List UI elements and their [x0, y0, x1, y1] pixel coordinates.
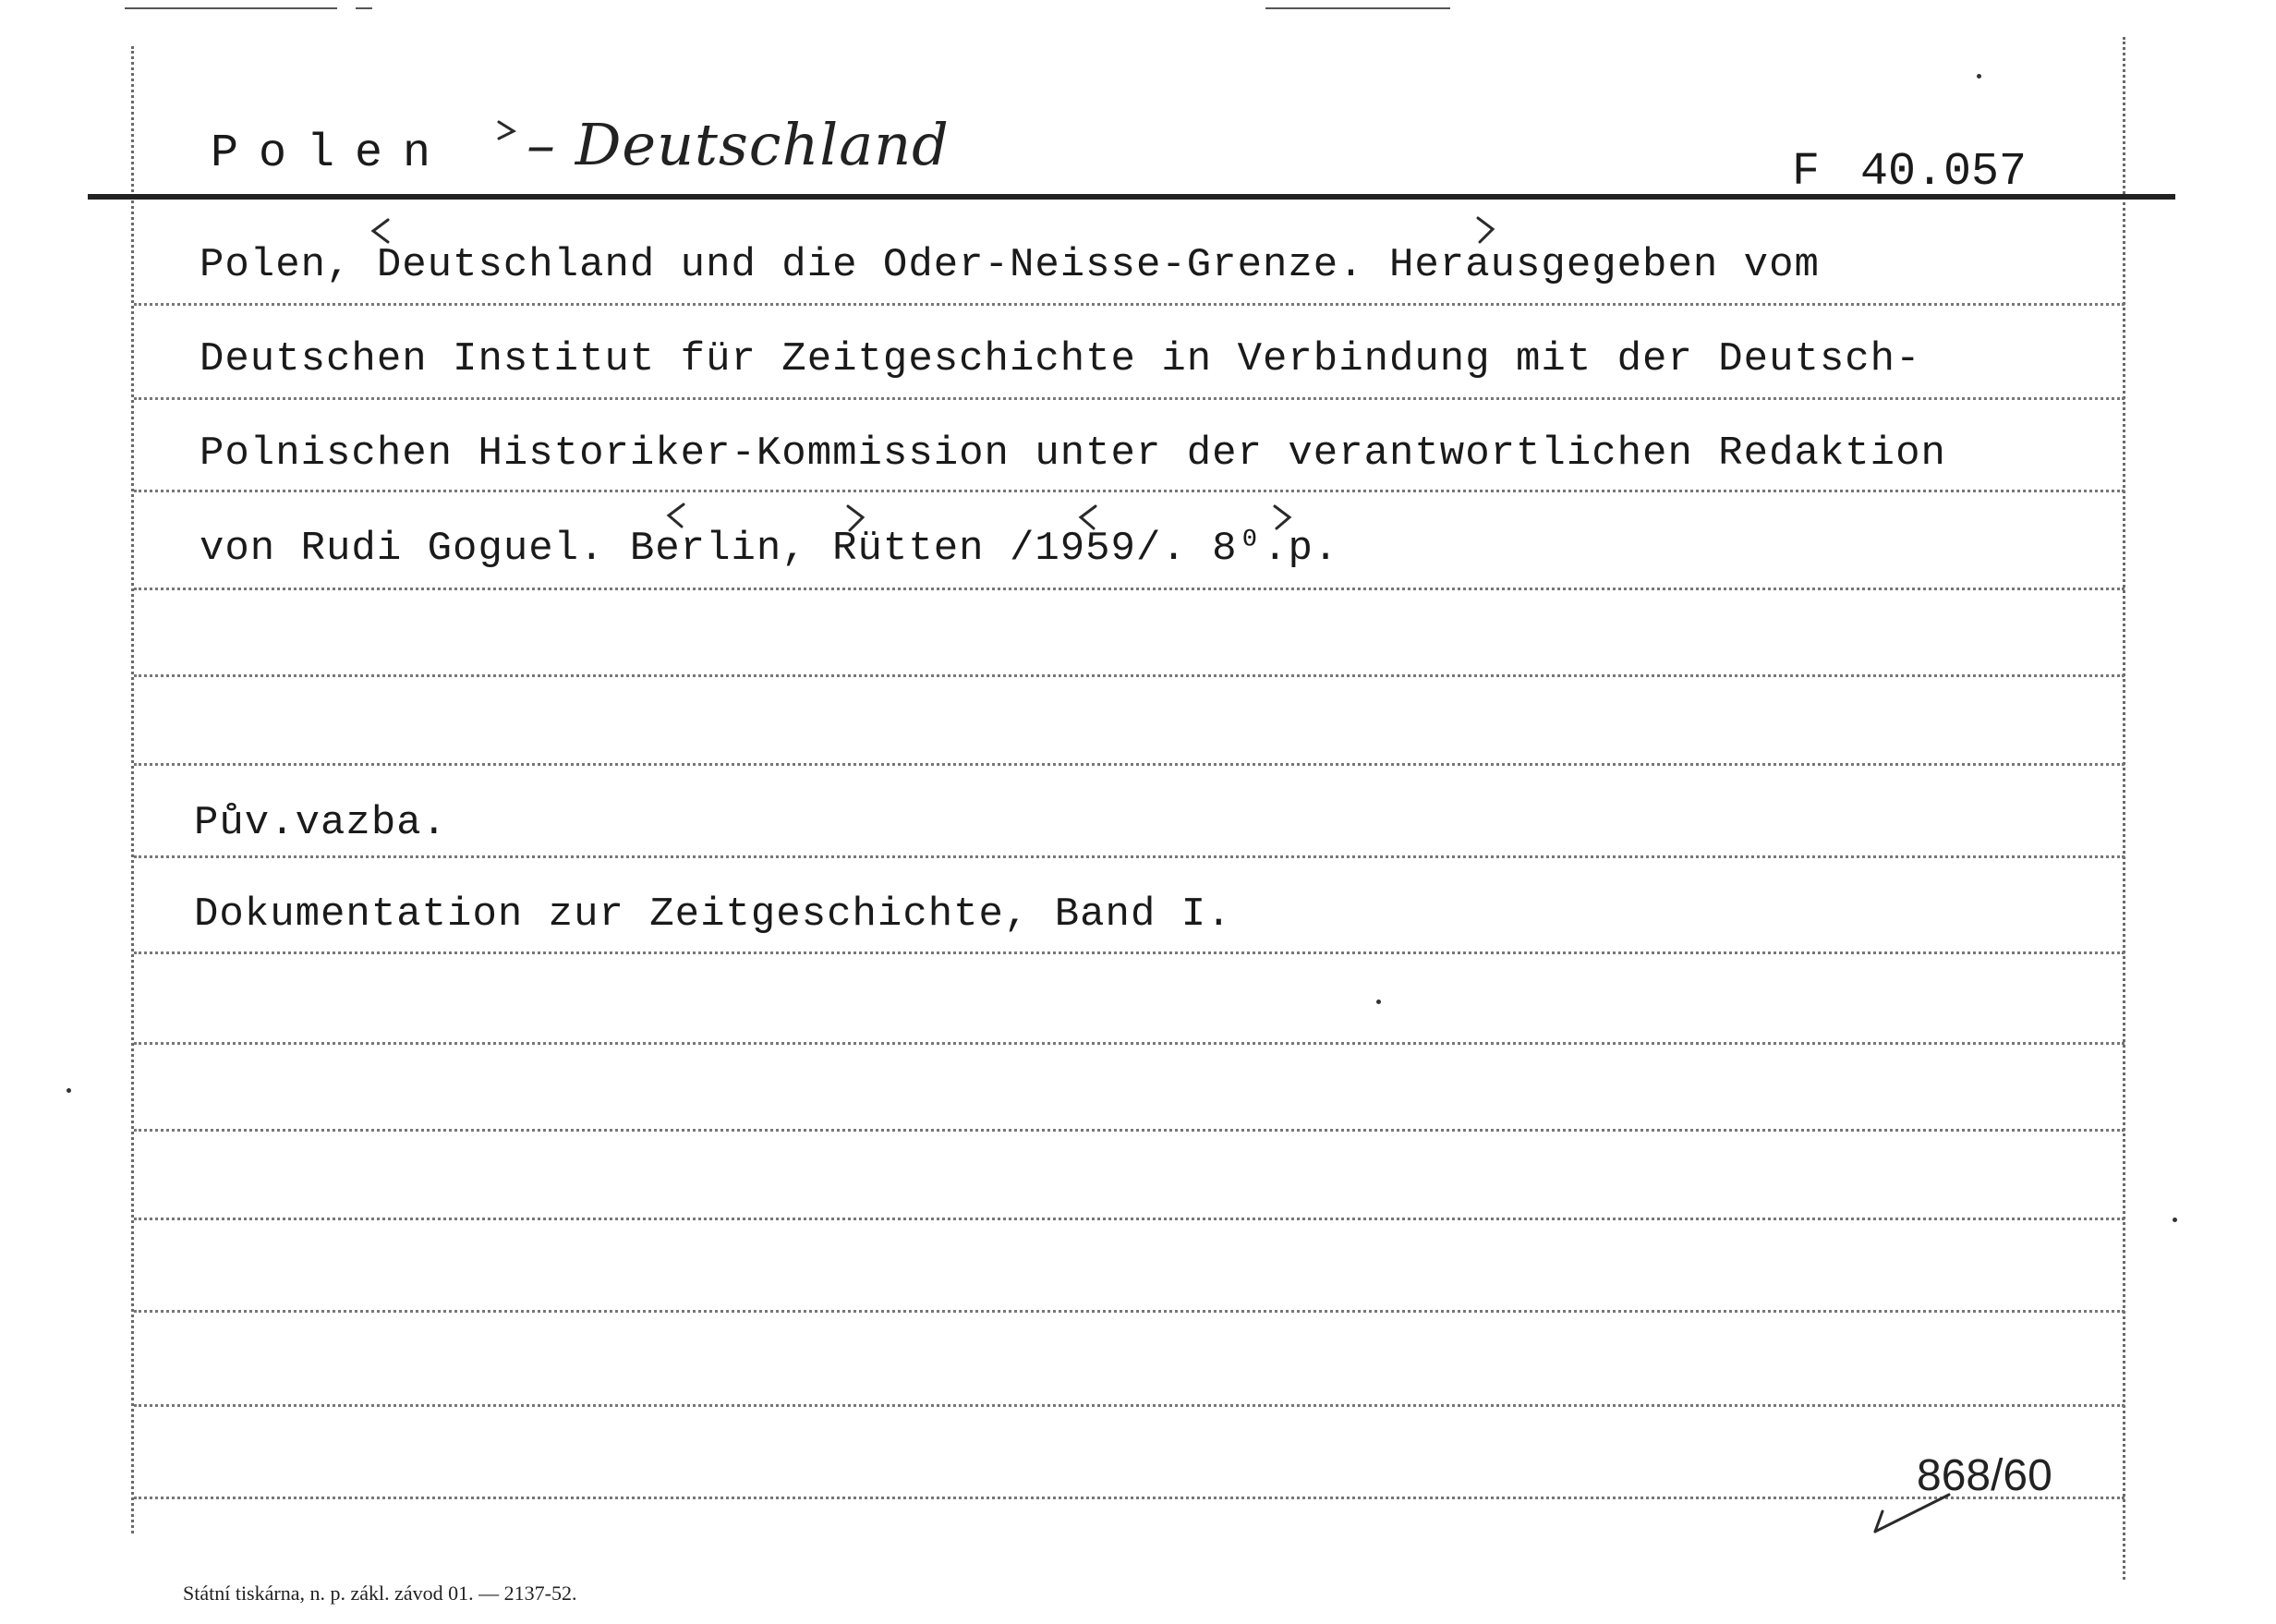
subject-heading: Polen — [211, 127, 452, 180]
insertion-mark — [1081, 506, 1096, 528]
shelf-prefix: F — [1792, 146, 1821, 199]
entry-line-3: Polnischen Historiker-Kommission unter der verantwortlichen Redaktion — [200, 430, 1946, 477]
printer-imprint: Státní tiskárna, n. p. zákl. závod 01. — 2137-52. — [183, 1582, 577, 1605]
check-stroke — [1875, 1495, 1949, 1532]
shelf-number: 40.057 — [1860, 146, 2028, 199]
speck — [1376, 1000, 1381, 1004]
entry-line-2: Deutschen Institut für Zeitgeschichte in Verbindung mit der Deutsch- — [200, 336, 1921, 382]
speck — [67, 1088, 71, 1093]
entry-line-1: Polen, Deutschland und die Oder-Neisse-Grenze. Herausgegeben vom — [200, 242, 1820, 288]
handwritten-subject: – Deutschland — [527, 111, 950, 178]
speck — [2173, 1218, 2177, 1222]
speck — [1977, 74, 1981, 79]
heading-bracket-mark — [499, 122, 514, 139]
binding-note: Pův.vazba. — [194, 800, 448, 846]
series-note: Dokumentation zur Zeitgeschichte, Band I. — [194, 891, 1232, 938]
insertion-mark — [1275, 506, 1289, 528]
insertion-mark — [669, 504, 684, 527]
insertion-mark — [848, 506, 863, 530]
accession-number: 868/60 — [1917, 1451, 2052, 1500]
entry-line-4: von Rudi Goguel. Berlin, Rütten /1959/. 8⁰.p. — [200, 526, 1339, 572]
insertion-mark — [373, 220, 388, 242]
insertion-mark — [1478, 218, 1493, 242]
